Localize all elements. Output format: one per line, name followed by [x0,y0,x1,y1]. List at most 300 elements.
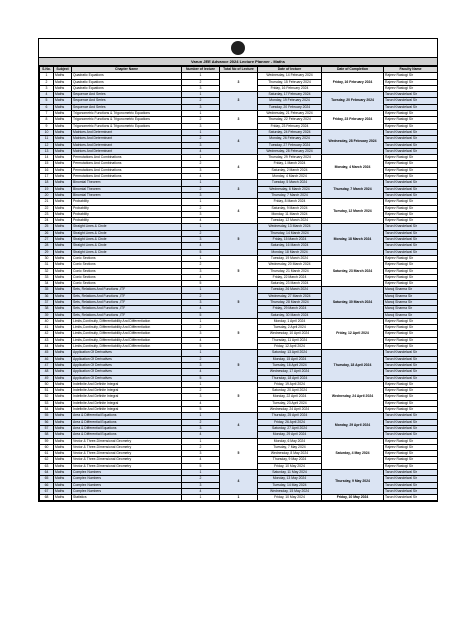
cell-lecture-date: Wednesday, 24 April 2024 [258,407,322,413]
cell-subject: Maths [54,211,72,217]
cell-faculty: Rajeev Rastogi Sir [384,318,438,324]
cell-faculty: Rajeev Rastogi Sir [384,274,438,280]
cell-subject: Maths [54,407,72,413]
cell-faculty: Tarun Khandelwal Sir [384,104,438,110]
cell-sno: 23 [40,211,54,217]
cell-faculty: Rajeev Rastogi Sir [384,218,438,224]
table-row [40,350,438,356]
cell-lecture-number: 1 [182,413,220,419]
cell-lecture-number: 1 [182,180,220,186]
cell-faculty: Rajeev Rastogi Sir [384,457,438,463]
cell-faculty: Rajeev Rastogi Sir [384,262,438,268]
table-row [40,287,438,293]
cell-faculty: Tarun Khandelwal Sir [384,92,438,98]
cell-lecture-date: Monday, 15 April 2024 [258,356,322,362]
cell-completion-date: Monday, 29 April 2024 [322,413,384,438]
cell-chapter: Permutations And Combinations [72,161,182,167]
cell-total-lectures: 5 [220,318,258,349]
cell-faculty: Tarun Khandelwal Sir [384,237,438,243]
cell-lecture-date: Monday, 4 March 2024 [258,174,322,180]
cell-sno: 57 [40,425,54,431]
cell-subject: Maths [54,255,72,261]
cell-chapter: Area & Differential Equations [72,419,182,425]
cell-sno: 3 [40,85,54,91]
cell-lecture-date: Friday, 29 March 2024 [258,306,322,312]
cell-chapter: Sets, Relations And Functions ,ITF [72,293,182,299]
cell-lecture-number: 1 [182,255,220,261]
cell-subject: Maths [54,344,72,350]
cell-lecture-date: Wednesday, 6 March 2024 [258,186,322,192]
planner-title: Varun JEE Advance 2024 Lecture Planner - Maths [39,58,437,66]
table-row [40,73,438,79]
cell-lecture-date: Monday, 19 February 2024 [258,98,322,104]
table-body [40,73,438,501]
cell-faculty: Rajeev Rastogi Sir [384,79,438,85]
cell-lecture-date: Tuesday, 16 April 2024 [258,362,322,368]
cell-completion-date: Saturday, 4 May 2024 [322,438,384,469]
cell-lecture-number: 3 [182,362,220,368]
cell-chapter: Sets, Relations And Functions ,ITF [72,306,182,312]
cell-sno: 58 [40,432,54,438]
cell-faculty: Tarun Khandelwal Sir [384,230,438,236]
cell-subject: Maths [54,85,72,91]
cell-sno: 19 [40,186,54,192]
cell-faculty: Rajeev Rastogi Sir [384,388,438,394]
cell-chapter: Permutations And Combinations [72,167,182,173]
cell-subject: Maths [54,331,72,337]
cell-lecture-number: 1 [182,381,220,387]
cell-total-lectures: 4 [220,413,258,438]
cell-lecture-number: 1 [182,73,220,79]
cell-sno: 21 [40,199,54,205]
cell-lecture-date: Thursday, 15 February 2024 [258,79,322,85]
cell-sno: 15 [40,161,54,167]
cell-faculty: Tarun Khandelwal Sir [384,356,438,362]
cell-chapter: Straight Lines & Circle [72,237,182,243]
cell-lecture-date: Saturday, 11 May 2024 [258,470,322,476]
cell-chapter: Binomial Theorem [72,186,182,192]
cell-lecture-date: Thursday, 18 April 2024 [258,375,322,381]
cell-lecture-date: Wednesday, 13 March 2024 [258,224,322,230]
cell-subject: Maths [54,482,72,488]
cell-completion-date: Thursday, 7 March 2024 [322,180,384,199]
cell-chapter: Application Of Derivatives [72,375,182,381]
cell-subject: Maths [54,98,72,104]
cell-faculty: Tarun Khandelwal Sir [384,432,438,438]
cell-lecture-number: 3 [182,451,220,457]
cell-lecture-number: 1 [182,470,220,476]
cell-sno: 26 [40,230,54,236]
cell-subject: Maths [54,470,72,476]
table-row [40,92,438,98]
cell-sno: 7 [40,111,54,117]
cell-lecture-number: 1 [182,224,220,230]
cell-faculty: Tarun Khandelwal Sir [384,482,438,488]
cell-lecture-date: Thursday, 22 February 2024 [258,117,322,123]
cell-lecture-date: Wednesday, 17 April 2024 [258,369,322,375]
cell-subject: Maths [54,148,72,154]
cell-lecture-number: 5 [182,375,220,381]
cell-chapter: Trigonometric Functions & Trigonometric Equations [72,111,182,117]
cell-lecture-number: 2 [182,136,220,142]
cell-lecture-date: Friday, 1 March 2024 [258,161,322,167]
cell-lecture-number: 4 [182,274,220,280]
cell-subject: Maths [54,413,72,419]
cell-sno: 6 [40,104,54,110]
table-row [40,180,438,186]
cell-lecture-date: Wednesday, 21 February 2024 [258,111,322,117]
cell-lecture-date: Thursday, 14 March 2024 [258,230,322,236]
cell-chapter: Sets, Relations And Functions ,ITF [72,287,182,293]
cell-lecture-number: 2 [182,205,220,211]
cell-sno: 63 [40,463,54,469]
cell-lecture-number: 5 [182,463,220,469]
cell-chapter: Complex Numbers [72,488,182,494]
cell-sno: 25 [40,224,54,230]
cell-lecture-number: 3 [182,85,220,91]
cell-subject: Maths [54,117,72,123]
cell-faculty: Rajeev Rastogi Sir [384,199,438,205]
cell-lecture-number: 5 [182,344,220,350]
cell-chapter: Complex Numbers [72,476,182,482]
cell-lecture-number: 1 [182,350,220,356]
cell-sno: 20 [40,192,54,198]
cell-subject: Maths [54,400,72,406]
cell-lecture-number: 4 [182,306,220,312]
cell-lecture-date: Wednesday, 20 March 2024 [258,262,322,268]
cell-chapter: Conic Sections [72,255,182,261]
cell-sno: 33 [40,274,54,280]
cell-subject: Maths [54,111,72,117]
cell-completion-date: Tuesday, 20 February 2024 [322,92,384,111]
cell-lecture-number: 2 [182,98,220,104]
cell-chapter: Trigonometric Functions & Trigonometric Equations [72,123,182,129]
cell-subject: Maths [54,281,72,287]
cell-subject: Maths [54,463,72,469]
table-row [40,438,438,444]
cell-lecture-date: Thursday, 9 May 2024 [258,457,322,463]
cell-lecture-number: 1 [182,495,220,501]
lecture-table [39,66,438,501]
header-number-of-lecture: Number of lecture [182,67,220,73]
cell-subject: Maths [54,73,72,79]
cell-faculty: Rajeev Rastogi Sir [384,268,438,274]
cell-lecture-date: Saturday, 27 April 2024 [258,425,322,431]
cell-lecture-date: Thursday, 25 April 2024 [258,413,322,419]
cell-subject: Maths [54,438,72,444]
cell-lecture-number: 3 [182,104,220,110]
cell-faculty: Tarun Khandelwal Sir [384,476,438,482]
cell-lecture-number: 2 [182,293,220,299]
cell-chapter: Probability [72,218,182,224]
cell-lecture-number: 4 [182,488,220,494]
cell-sno: 48 [40,369,54,375]
cell-chapter: Conic Sections [72,268,182,274]
cell-total-lectures: 4 [220,470,258,495]
cell-chapter: Straight Lines & Circle [72,224,182,230]
cell-chapter: Matrices And Determinant [72,129,182,135]
cell-lecture-number: 3 [182,237,220,243]
cell-total-lectures: 5 [220,438,258,469]
cell-lecture-number: 3 [182,192,220,198]
header-date-of-completion: Date of Completion [322,67,384,73]
cell-lecture-number: 4 [182,369,220,375]
cell-lecture-date: Wednesday, 15 May 2024 [258,488,322,494]
table-row [40,111,438,117]
cell-lecture-number: 1 [182,438,220,444]
cell-subject: Maths [54,425,72,431]
cell-lecture-date: Monday, 18 March 2024 [258,249,322,255]
cell-subject: Maths [54,495,72,501]
cell-lecture-date: Friday, 10 May 2024 [258,495,322,501]
cell-faculty: Rajeev Rastogi Sir [384,381,438,387]
cell-faculty: Rajeev Rastogi Sir [384,174,438,180]
cell-lecture-date: Friday, 19 April 2024 [258,381,322,387]
cell-faculty: Rajeev Rastogi Sir [384,117,438,123]
cell-subject: Maths [54,205,72,211]
table-row [40,470,438,476]
cell-chapter: Statistics [72,495,182,501]
cell-sno: 50 [40,381,54,387]
cell-faculty: Tarun Khandelwal Sir [384,224,438,230]
header-chapter: Chapter Name [72,67,182,73]
cell-total-lectures: 5 [220,350,258,381]
cell-chapter: Limits,Continuity, Differentiability And Differentiation [72,318,182,324]
cell-faculty: Rajeev Rastogi Sir [384,331,438,337]
cell-faculty: Tarun Khandelwal Sir [384,425,438,431]
cell-faculty: Tarun Khandelwal Sir [384,136,438,142]
cell-subject: Maths [54,155,72,161]
cell-completion-date: Saturday, 30 March 2024 [322,287,384,318]
cell-faculty: Tarun Khandelwal Sir [384,180,438,186]
cell-subject: Maths [54,186,72,192]
cell-faculty: Rajeev Rastogi Sir [384,161,438,167]
cell-lecture-number: 5 [182,312,220,318]
cell-sno: 40 [40,318,54,324]
cell-chapter: Indefinite And Definite Integral [72,381,182,387]
cell-chapter: Quadratic Equations [72,73,182,79]
cell-lecture-number: 3 [182,331,220,337]
cell-lecture-date: Friday, 23 February 2024 [258,123,322,129]
cell-sno: 4 [40,92,54,98]
cell-faculty: Tarun Khandelwal Sir [384,98,438,104]
table-row [40,155,438,161]
header-date-of-lecture: Date of lecture [258,67,322,73]
cell-total-lectures: 3 [220,92,258,111]
cell-subject: Maths [54,375,72,381]
cell-subject: Maths [54,350,72,356]
cell-lecture-date: Monday, 6 May 2024 [258,438,322,444]
cell-lecture-date: Monday, 11 March 2024 [258,211,322,217]
cell-completion-date: Wednesday, 24 April 2024 [322,381,384,412]
cell-chapter: Application Of Derivatives [72,362,182,368]
cell-chapter: Trigonometric Functions & Trigonometric Equations [72,117,182,123]
cell-subject: Maths [54,174,72,180]
cell-completion-date: Saturday, 23 March 2024 [322,255,384,286]
cell-subject: Maths [54,161,72,167]
cell-faculty: Rajeev Rastogi Sir [384,444,438,450]
cell-lecture-number: 2 [182,161,220,167]
cell-sno: 45 [40,350,54,356]
cell-chapter: Area & Differential Equations [72,413,182,419]
cell-chapter: Limits,Continuity, Differentiability And Differentiation [72,344,182,350]
cell-subject: Maths [54,325,72,331]
cell-subject: Maths [54,237,72,243]
cell-faculty: Rajeev Rastogi Sir [384,438,438,444]
cell-chapter: Binomial Theorem [72,192,182,198]
cell-chapter: Indefinite And Definite Integral [72,400,182,406]
cell-lecture-number: 2 [182,186,220,192]
cell-lecture-date: Saturday, 30 March 2024 [258,312,322,318]
cell-chapter: Application Of Derivatives [72,350,182,356]
cell-sno: 49 [40,375,54,381]
cell-faculty: Tarun Khandelwal Sir [384,186,438,192]
cell-chapter: Limits,Continuity, Differentiability And Differentiation [72,325,182,331]
cell-completion-date: Friday, 12 April 2024 [322,318,384,349]
cell-lecture-date: Tuesday, 12 March 2024 [258,218,322,224]
cell-total-lectures: 3 [220,180,258,199]
cell-lecture-date: Saturday, 2 March 2024 [258,167,322,173]
cell-total-lectures: 5 [220,381,258,412]
cell-lecture-number: 2 [182,117,220,123]
cell-faculty: Tarun Khandelwal Sir [384,192,438,198]
cell-lecture-date: Saturday, 23 March 2024 [258,281,322,287]
cell-lecture-number: 1 [182,155,220,161]
cell-lecture-number: 4 [182,148,220,154]
cell-sno: 30 [40,255,54,261]
cell-lecture-date: Friday, 22 March 2024 [258,274,322,280]
cell-lecture-number: 4 [182,432,220,438]
cell-faculty: Rajeev Rastogi Sir [384,344,438,350]
cell-faculty: Rajeev Rastogi Sir [384,281,438,287]
cell-sno: 28 [40,243,54,249]
cell-faculty: Tarun Khandelwal Sir [384,142,438,148]
cell-lecture-number: 3 [182,268,220,274]
cell-lecture-date: Friday, 16 February 2024 [258,85,322,91]
cell-lecture-date: Saturday, 9 March 2024 [258,205,322,211]
cell-sno: 27 [40,237,54,243]
cell-lecture-number: 5 [182,249,220,255]
cell-lecture-number: 3 [182,425,220,431]
cell-lecture-number: 2 [182,79,220,85]
cell-sno: 44 [40,344,54,350]
cell-lecture-date: Saturday, 20 April 2024 [258,388,322,394]
cell-chapter: Area & Differential Equations [72,432,182,438]
cell-lecture-number: 1 [182,129,220,135]
cell-sno: 13 [40,148,54,154]
cell-chapter: Probability [72,205,182,211]
cell-subject: Maths [54,274,72,280]
cell-lecture-date: Monday, 29 April 2024 [258,432,322,438]
cell-total-lectures: 5 [220,224,258,255]
cell-lecture-number: 3 [182,123,220,129]
cell-sno: 43 [40,337,54,343]
cell-lecture-number: 1 [182,318,220,324]
cell-lecture-date: Monday, 1 April 2024 [258,318,322,324]
cell-subject: Maths [54,104,72,110]
cell-lecture-date: Friday, 26 April 2024 [258,419,322,425]
cell-faculty: Rajeev Rastogi Sir [384,337,438,343]
cell-lecture-number: 5 [182,281,220,287]
cell-sno: 52 [40,394,54,400]
cell-chapter: Vector & Three-Dimensional Geometry [72,438,182,444]
cell-completion-date: Thursday, 18 April 2024 [322,350,384,381]
cell-subject: Maths [54,444,72,450]
cell-chapter: Sets, Relations And Functions ,ITF [72,299,182,305]
cell-subject: Maths [54,287,72,293]
cell-lecture-date: Friday, 15 March 2024 [258,237,322,243]
cell-subject: Maths [54,230,72,236]
cell-chapter: Complex Numbers [72,482,182,488]
table-row [40,318,438,324]
cell-chapter: Matrices And Determinant [72,136,182,142]
cell-faculty: Rajeev Rastogi Sir [384,451,438,457]
cell-sno: 36 [40,293,54,299]
header-total-lectures: Total No of Lecture [220,67,258,73]
cell-sno: 53 [40,400,54,406]
cell-lecture-number: 1 [182,111,220,117]
cell-chapter: Vector & Three-Dimensional Geometry [72,444,182,450]
cell-sno: 54 [40,407,54,413]
cell-sno: 66 [40,482,54,488]
cell-chapter: Conic Sections [72,281,182,287]
lecture-planner-sheet [38,38,438,502]
header-faculty: Faculty Name [384,67,438,73]
cell-faculty: Tarun Khandelwal Sir [384,148,438,154]
cell-subject: Maths [54,180,72,186]
cell-lecture-date: Thursday, 21 March 2024 [258,268,322,274]
cell-subject: Maths [54,432,72,438]
cell-lecture-number: 1 [182,287,220,293]
cell-subject: Maths [54,129,72,135]
cell-lecture-date: Friday, 8 March 2024 [258,199,322,205]
cell-lecture-number: 2 [182,356,220,362]
cell-total-lectures: 3 [220,73,258,92]
cell-sno: 61 [40,451,54,457]
table-row [40,129,438,135]
cell-sno: 39 [40,312,54,318]
cell-faculty: Rajeev Rastogi Sir [384,394,438,400]
cell-sno: 14 [40,155,54,161]
cell-chapter: Probability [72,199,182,205]
cell-faculty: Tarun Khandelwal Sir [384,243,438,249]
cell-lecture-date: Tuesday, 23 April 2024 [258,400,322,406]
cell-sno: 34 [40,281,54,287]
brand-logo [231,41,245,55]
cell-completion-date: Friday, 10 May 2024 [322,495,384,501]
cell-lecture-date: Saturday, 24 February 2024 [258,129,322,135]
cell-total-lectures: 5 [220,287,258,318]
cell-lecture-date: Wednesday, 27 March 2024 [258,293,322,299]
cell-sno: 64 [40,470,54,476]
cell-lecture-date: Friday, 10 May 2024 [258,463,322,469]
cell-subject: Maths [54,136,72,142]
cell-sno: 65 [40,476,54,482]
cell-faculty: Manoj Sharma Sir [384,299,438,305]
cell-sno: 8 [40,117,54,123]
cell-sno: 41 [40,325,54,331]
cell-subject: Maths [54,123,72,129]
cell-chapter: Permutations And Combinations [72,174,182,180]
cell-completion-date: Friday, 23 February 2024 [322,111,384,130]
cell-subject: Maths [54,199,72,205]
cell-sno: 67 [40,488,54,494]
cell-chapter: Indefinite And Definite Integral [72,394,182,400]
cell-sno: 68 [40,495,54,501]
cell-faculty: Tarun Khandelwal Sir [384,419,438,425]
cell-lecture-number: 5 [182,407,220,413]
cell-chapter: Area & Differential Equations [72,425,182,431]
